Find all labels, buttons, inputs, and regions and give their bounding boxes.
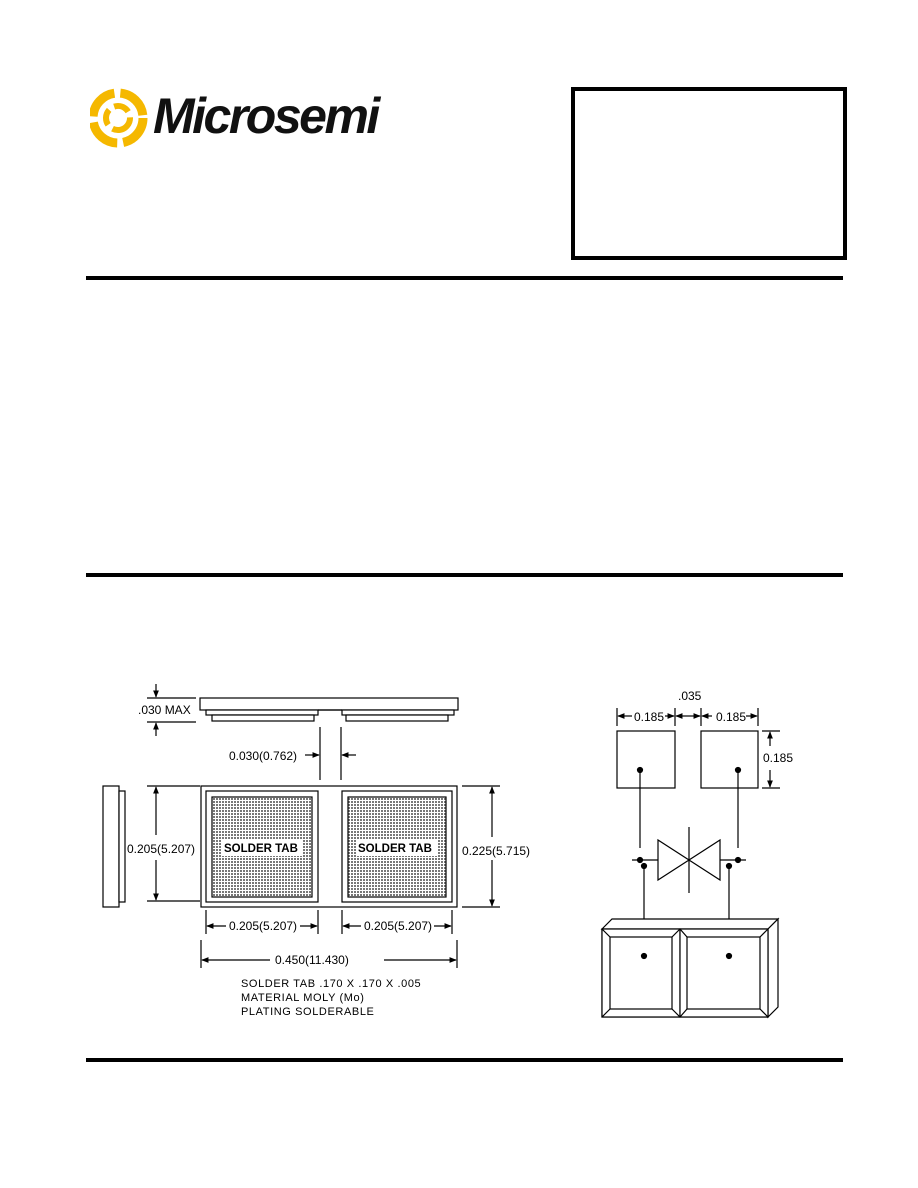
profile-view: [147, 684, 458, 736]
note-line-3: PLATING SOLDERABLE: [241, 1006, 375, 1018]
pad-gap-label: .035: [678, 689, 702, 703]
tab-width-left-label: 0.205(5.207): [229, 919, 298, 933]
pad-height-label: 0.185: [763, 751, 794, 765]
profile-thickness-label: .030 MAX: [138, 703, 191, 717]
overall-width-label: 0.450(11.430): [275, 953, 349, 967]
note-line-1: SOLDER TAB .170 X .170 X .005: [241, 978, 422, 990]
solder-tab-left-label: SOLDER TAB: [224, 843, 298, 855]
note-line-2: MATERIAL MOLY (Mo): [241, 992, 365, 1004]
gap-dimension-label: 0.030(0.762): [229, 749, 298, 763]
pad-width-right-label: 0.185: [716, 710, 747, 724]
pad-width-left-label: 0.185: [634, 710, 665, 724]
overall-height-label: 0.225(5.715): [462, 844, 531, 858]
gap-dimension: [305, 727, 356, 780]
brand-wordmark: Microsemi: [153, 88, 378, 144]
package-3d-view: [602, 919, 778, 1017]
side-view: [103, 786, 125, 907]
tab-width-right-label: 0.205(5.207): [364, 919, 433, 933]
solder-tab-right-label: SOLDER TAB: [358, 843, 432, 855]
side-height-label: 0.205(5.207): [127, 842, 196, 856]
